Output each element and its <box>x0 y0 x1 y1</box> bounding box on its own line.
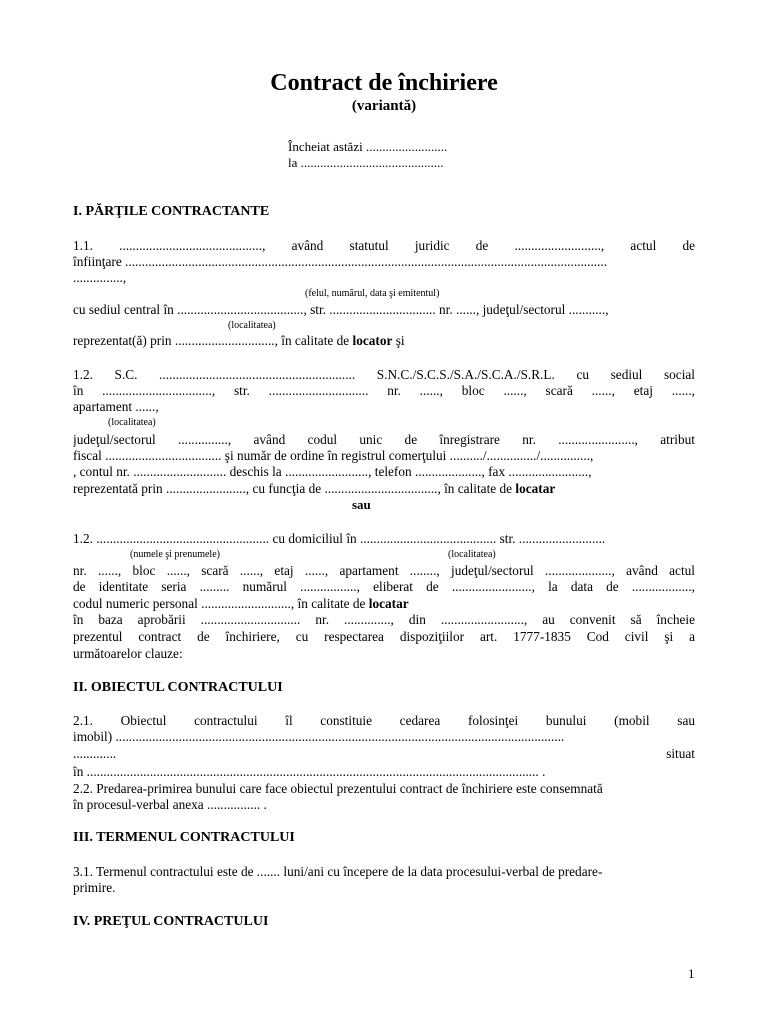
clause-2-2-line-2: în procesul-verbal anexa ................ . <box>73 797 267 812</box>
clause-1-2b-line-1: 1.2. .................................................... cu domiciliul în ......................................... str. .......................... <box>73 531 606 546</box>
clause-1-1-line-5: reprezentat(ă) prin .............................., în calitate de locator şi <box>73 333 405 348</box>
clause-1-2-line-1: 1.2. S.C. ........................................................... S.N.C./S.C.S./S.A./S.C.A./S.R.L. cu sediul social <box>73 367 695 382</box>
section-heading-object: II. OBIECTUL CONTRACTULUI <box>73 680 283 695</box>
clause-3-1-line-2: primire. <box>73 880 116 895</box>
role-locatar: locatar <box>515 481 556 496</box>
clause-1-2-line-7: reprezentată prin ........................, cu funcţia de .................................., în calitate de locatar <box>73 481 556 496</box>
note-locality: (localitatea) <box>448 549 496 560</box>
document-title: Contract de închiriere <box>270 70 498 96</box>
clause-2-1-line-3: ............. situat <box>73 746 695 761</box>
clause-1-1-line-4: cu sediul central în ......................................, str. ................................ nr. ......, judeţul/sectorul ..........., <box>73 302 609 317</box>
alternative-or: sau <box>352 497 371 512</box>
clause-1-2b-line-7: următoarelor clauze: <box>73 646 183 661</box>
role-locator: locator <box>352 333 393 348</box>
clause-2-1-line-1: 2.1. Obiectul contractului îl constituie cedarea folosinţei bunului (mobil sau <box>73 713 695 728</box>
clause-3-1-line-1: 3.1. Termenul contractului este de ....... luni/ani cu începere de la data procesului-verbal de predare- <box>73 864 603 879</box>
clause-2-2-line-1: 2.2. Predarea-primirea bunului care face obiectul prezentului contract de închiriere este consemnată <box>73 781 603 796</box>
role-locatar: locatar <box>368 596 409 611</box>
section-heading-term: III. TERMENUL CONTRACTULUI <box>73 830 295 845</box>
clause-1-1-line-1: 1.1. ..........................................., având statutul juridic de .........................., actul de <box>73 238 695 253</box>
clause-2-1-line-4: în ........................................................................................................................................ . <box>73 764 546 779</box>
clause-1-2-line-3: apartament ......, <box>73 399 159 414</box>
section-heading-price: IV. PREŢUL CONTRACTULUI <box>73 914 269 929</box>
clause-1-1-line-3: ..............., <box>73 270 127 285</box>
clause-1-2b-line-2: nr. ......, bloc ......, scară ......, etaj ......, apartament ........, judeţul/sectorul ...................., având actul <box>73 563 695 578</box>
note-locality: (localitatea) <box>108 417 156 428</box>
clause-1-2-line-2: în ................................., str. .............................. nr. ......, bloc ......, scară ......, etaj ......, <box>73 383 695 398</box>
clause-1-2-line-4: judeţul/sectorul ..............., având codul unic de înregistrare nr. ......................., atribut <box>73 432 695 447</box>
clause-1-2b-line-5: în baza aprobării .............................. nr. .............., din ........................., au convenit să încheie <box>73 612 695 627</box>
clause-1-2-line-6: , contul nr. ............................ deschis la ........................., telefon ...................., fax ........................, <box>73 464 592 479</box>
page-number: 1 <box>688 966 695 981</box>
concluded-date-line: Încheiat astăzi ......................... <box>288 139 448 154</box>
document-subtitle: (variantă) <box>351 98 417 114</box>
note-founding-act: (felul, numărul, data şi emitentul) <box>305 288 440 299</box>
section-heading-parties: I. PĂRŢILE CONTRACTANTE <box>73 204 270 219</box>
clause-1-2-line-5: fiscal ................................... şi număr de ordine în registrul comerţului ........../.............../..............., <box>73 448 594 463</box>
clause-1-1-line-2: înfiinţare ................................................................................................................................................. <box>73 254 608 269</box>
clause-1-2b-line-4: codul numeric personal ..........................., în calitate de locatar <box>73 596 409 611</box>
clause-2-1-line-2: imobil) ....................................................................................................................................... <box>73 729 565 744</box>
concluded-place-line: la ............................................ <box>288 155 444 170</box>
note-locality: (localitatea) <box>228 320 276 331</box>
note-full-name: (numele şi prenumele) <box>130 549 220 560</box>
clause-1-2b-line-3: de identitate seria ......... numărul ................., eliberat de ........................, la data de .................., <box>73 579 695 594</box>
clause-1-2b-line-6: prezentul contract de închiriere, cu respectarea dispoziţiilor art. 1777-1835 Cod civil şi a <box>73 629 695 644</box>
